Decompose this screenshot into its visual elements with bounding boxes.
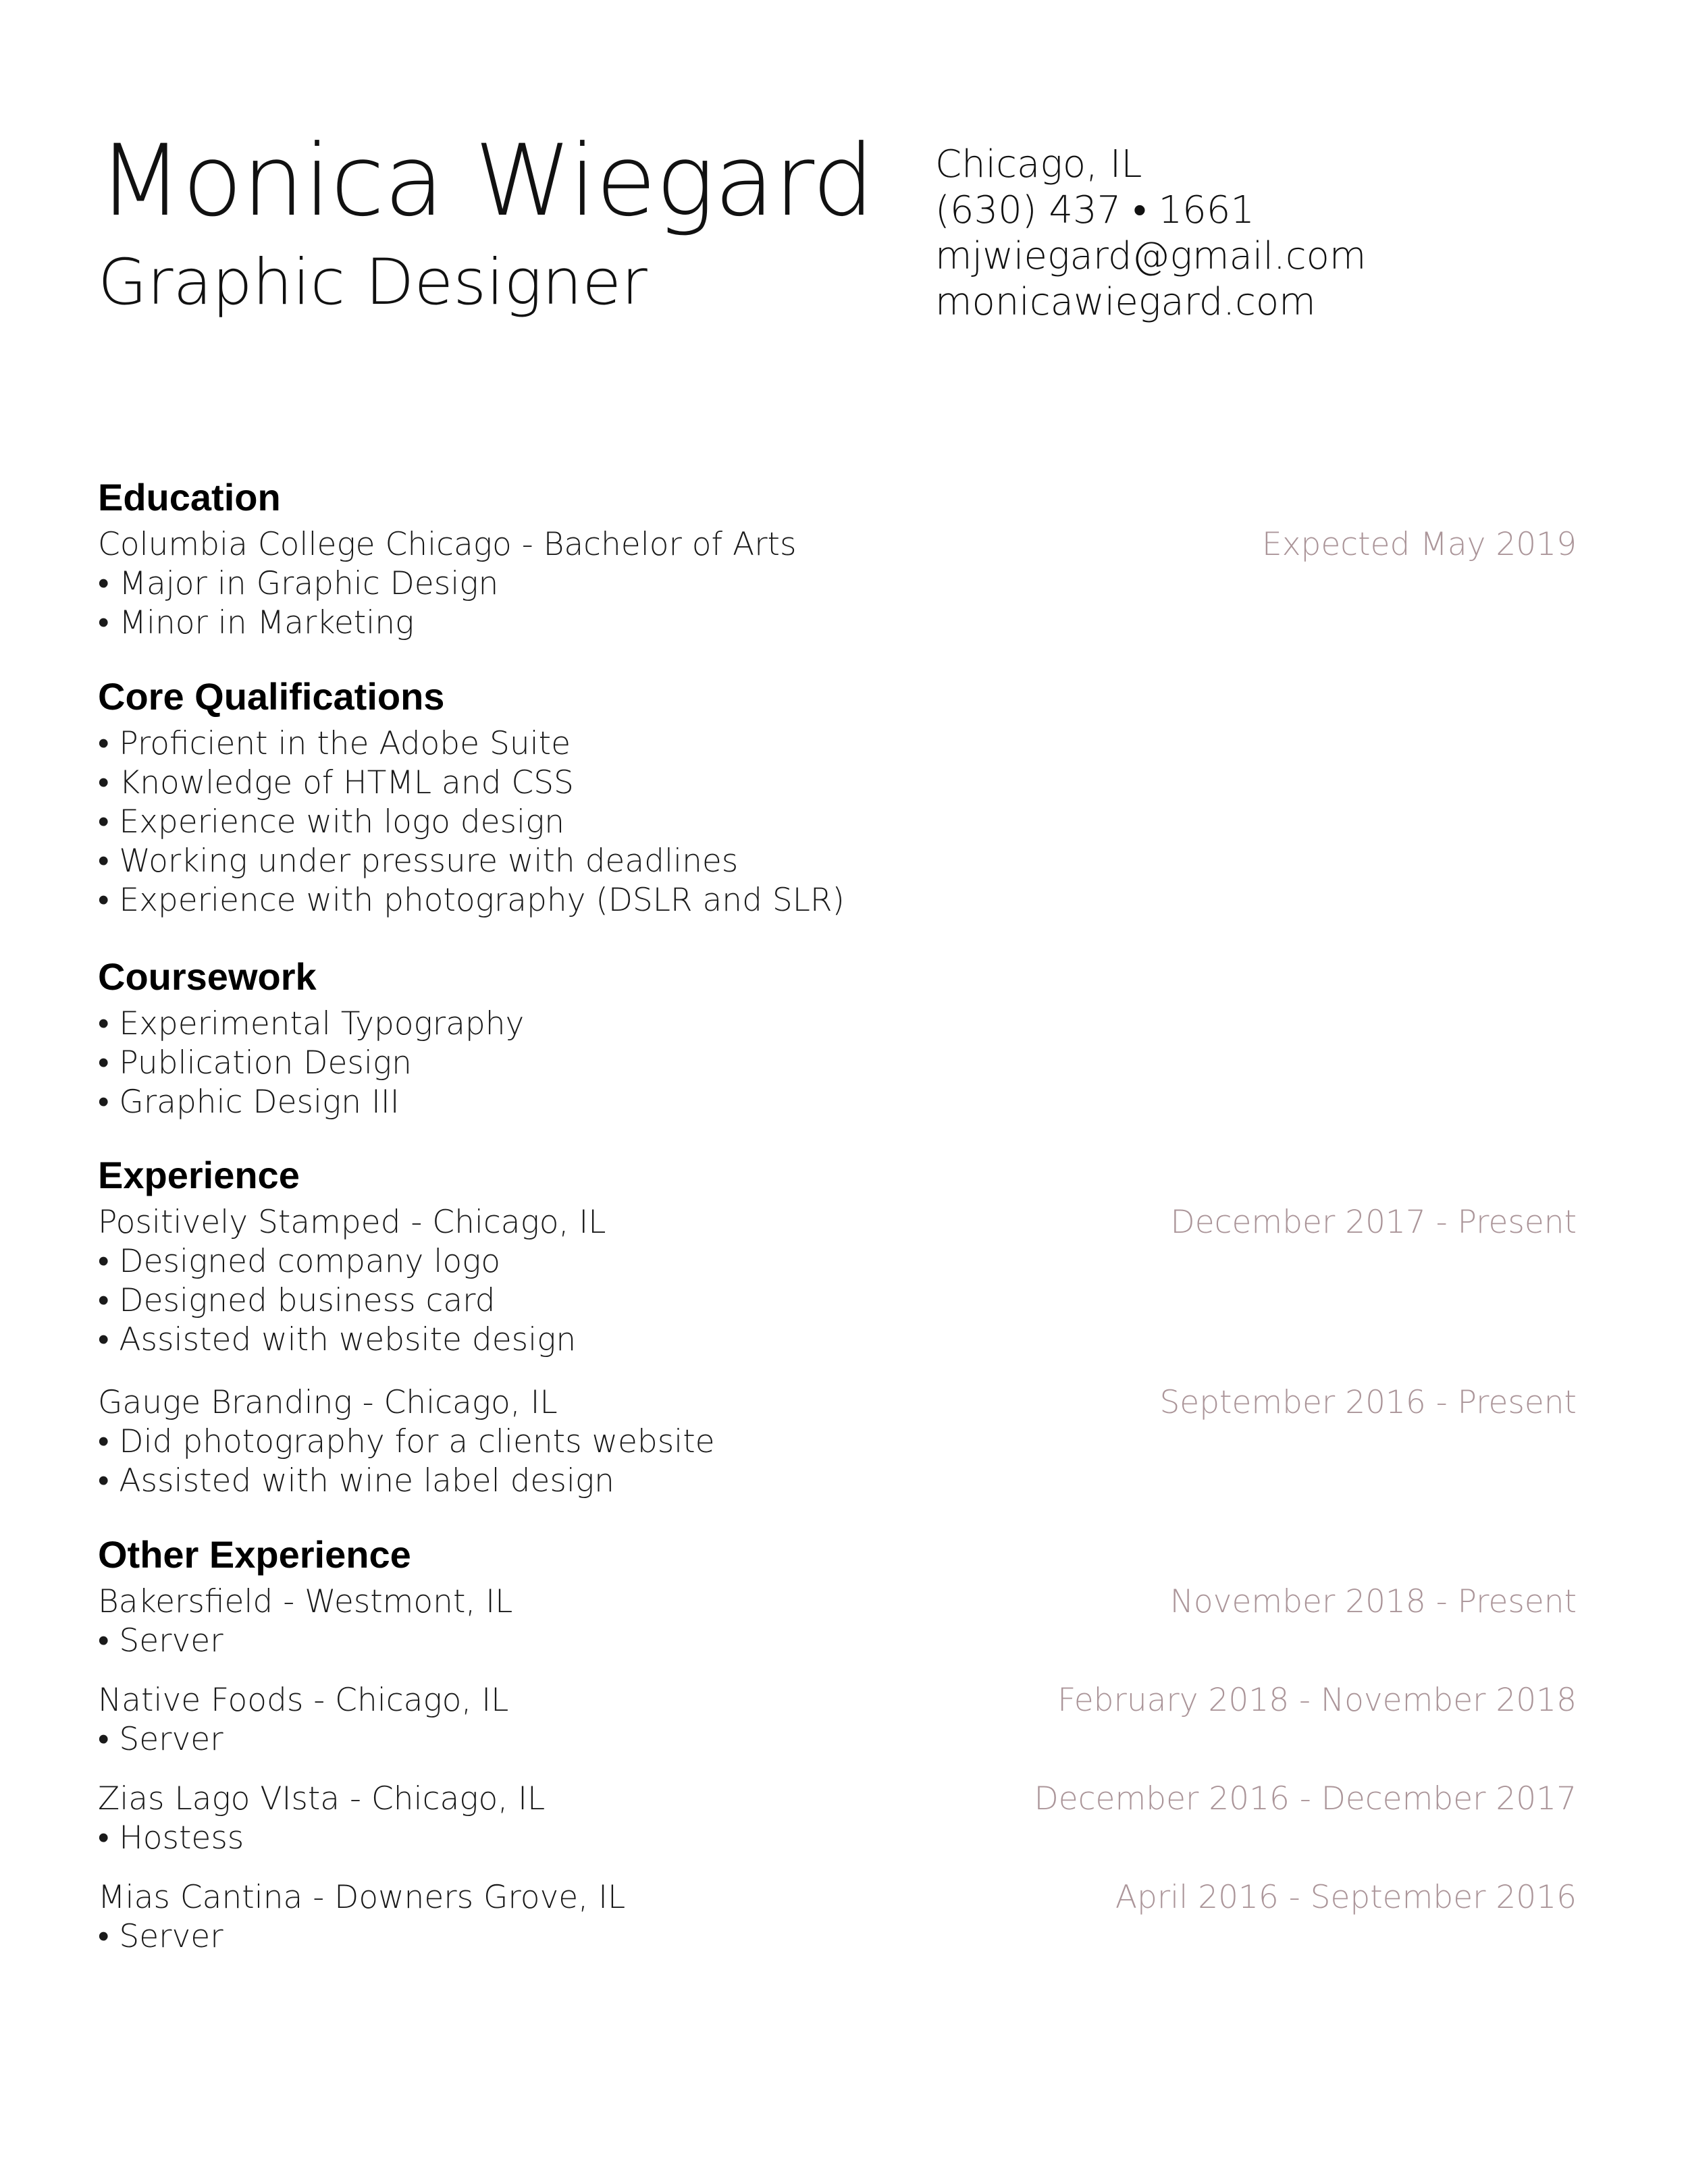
entry-date: February 2018 - November 2018 — [1057, 1682, 1577, 1719]
entry-heading: Native Foods - Chicago, IL — [98, 1682, 509, 1719]
section-title: Core Qualifications — [98, 675, 445, 718]
entry-date: December 2016 - December 2017 — [1034, 1780, 1577, 1817]
section-title: Other Experience — [98, 1533, 411, 1576]
education-section — [98, 474, 1577, 643]
entry-date: September 2016 - Present — [1159, 1384, 1577, 1421]
bullet-item: • Designed business card — [98, 1282, 496, 1319]
bullet-item: • Experience with photography (DSLR and SLR) — [98, 882, 845, 919]
contact-website: monicawiegard.com — [935, 280, 1316, 324]
candidate-name: Monica Wiegard — [98, 124, 874, 238]
bullet-item: • Server — [98, 1622, 223, 1659]
entry-spacer — [98, 1858, 1577, 1878]
candidate-role: Graphic Designer — [98, 246, 648, 319]
bullet-item: • Publication Design — [98, 1044, 412, 1082]
entry-heading: Mias Cantina - Downers Grove, IL — [98, 1879, 626, 1916]
contact-location: Chicago, IL — [935, 142, 1142, 186]
entry-heading-row — [98, 1780, 1577, 1819]
bullet-item: • Knowledge of HTML and CSS — [98, 764, 574, 801]
section-title: Education — [98, 476, 281, 518]
entry-date: April 2016 - September 2016 — [1115, 1879, 1577, 1916]
qualifications-section — [98, 673, 1577, 920]
entry-heading: Positively Stamped - Chicago, IL — [98, 1204, 606, 1241]
contact-email: mjwiegard@gmail.com — [935, 234, 1367, 278]
bullet-item: • Graphic Design III — [98, 1084, 400, 1121]
bullet-item: • Did photography for a clients website — [98, 1423, 715, 1460]
bullet-item: • Hostess — [98, 1819, 244, 1857]
experience-section — [98, 1152, 1577, 1501]
entry-heading-row — [98, 1878, 1577, 1917]
bullet-item: • Experience with logo design — [98, 803, 565, 841]
entry-spacer — [98, 1360, 1577, 1383]
bullet-item: • Minor in Marketing — [98, 604, 415, 641]
entry-heading-row — [98, 1203, 1577, 1242]
entry-heading-row — [98, 1681, 1577, 1720]
contact-phone: (630) 437 • 1661 — [935, 188, 1255, 232]
entry-spacer — [98, 1759, 1577, 1780]
bullet-item: • Major in Graphic Design — [98, 565, 499, 602]
coursework-section — [98, 953, 1577, 1122]
section-title: Experience — [98, 1154, 300, 1196]
bullet-item: • Experimental Typography — [98, 1005, 525, 1042]
section-title: Coursework — [98, 955, 317, 998]
entry-heading: Bakersfield - Westmont, IL — [98, 1583, 513, 1620]
bullet-item: • Working under pressure with deadlines — [98, 843, 739, 880]
bullet-item: • Designed company logo — [98, 1243, 501, 1280]
entry-date: December 2017 - Present — [1170, 1204, 1577, 1241]
entry-heading-row — [98, 1383, 1577, 1422]
other-experience-section — [98, 1531, 1577, 1956]
entry-date: Expected May 2019 — [1262, 526, 1577, 563]
entry-heading-row — [98, 1582, 1577, 1622]
entry-heading: Columbia College Chicago - Bachelor of Arts — [98, 526, 797, 563]
bullet-item: • Server — [98, 1918, 223, 1955]
entry-spacer — [98, 1661, 1577, 1681]
bullet-item: • Proficient in the Adobe Suite — [98, 725, 571, 762]
contact-block — [935, 142, 1543, 325]
entry-heading-row — [98, 525, 1577, 564]
entry-heading: Zias Lago VIsta - Chicago, IL — [98, 1780, 546, 1817]
bullet-item: • Assisted with website design — [98, 1321, 577, 1358]
bullet-item: • Assisted with wine label design — [98, 1462, 614, 1499]
entry-date: November 2018 - Present — [1169, 1583, 1577, 1620]
bullet-item: • Server — [98, 1721, 223, 1758]
entry-heading: Gauge Branding - Chicago, IL — [98, 1384, 558, 1421]
